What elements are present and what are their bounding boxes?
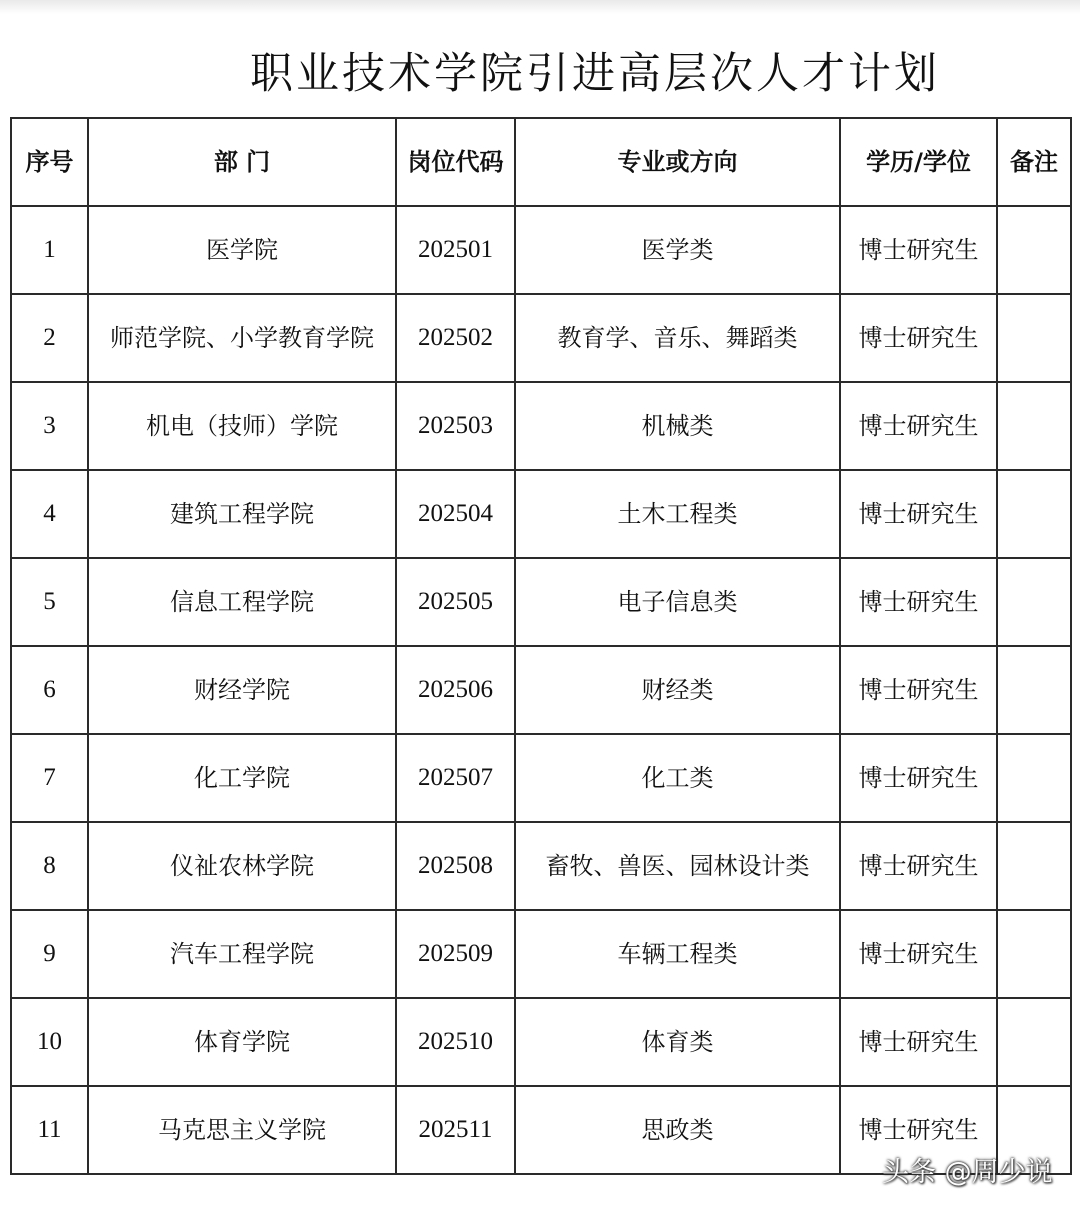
table-row [11, 206, 1071, 294]
cell-remarks [997, 646, 1071, 734]
cell-department: 汽车工程学院 [88, 910, 396, 998]
cell-serial: 1 [11, 206, 88, 294]
cell-major: 土木工程类 [515, 470, 840, 558]
cell-major: 电子信息类 [515, 558, 840, 646]
cell-major: 畜牧、兽医、园林设计类 [515, 822, 840, 910]
header-department: 部 门 [88, 118, 396, 206]
cell-degree: 博士研究生 [840, 822, 997, 910]
cell-major: 思政类 [515, 1086, 840, 1174]
cell-department: 机电（技师）学院 [88, 382, 396, 470]
cell-department: 马克思主义学院 [88, 1086, 396, 1174]
cell-remarks [997, 910, 1071, 998]
cell-remarks [997, 206, 1071, 294]
table-row [11, 294, 1071, 382]
cell-remarks [997, 294, 1071, 382]
header-major: 专业或方向 [515, 118, 840, 206]
cell-remarks [997, 734, 1071, 822]
cell-remarks [997, 558, 1071, 646]
cell-department: 建筑工程学院 [88, 470, 396, 558]
cell-degree: 博士研究生 [840, 1086, 997, 1174]
cell-degree: 博士研究生 [840, 206, 997, 294]
cell-position-code: 202508 [396, 822, 515, 910]
cell-serial: 5 [11, 558, 88, 646]
cell-major: 车辆工程类 [515, 910, 840, 998]
source-watermark: 头条 @周少说 [882, 1157, 1053, 1188]
cell-major: 教育学、音乐、舞蹈类 [515, 294, 840, 382]
cell-position-code: 202505 [396, 558, 515, 646]
cell-remarks [997, 998, 1071, 1086]
cell-department: 信息工程学院 [88, 558, 396, 646]
cell-remarks [997, 470, 1071, 558]
cell-department: 财经学院 [88, 646, 396, 734]
table-row [11, 910, 1071, 998]
cell-position-code: 202503 [396, 382, 515, 470]
cell-serial: 2 [11, 294, 88, 382]
cell-position-code: 202507 [396, 734, 515, 822]
cell-department: 仪祉农林学院 [88, 822, 396, 910]
cell-serial: 6 [11, 646, 88, 734]
cell-degree: 博士研究生 [840, 294, 997, 382]
cell-serial: 8 [11, 822, 88, 910]
table-row [11, 382, 1071, 470]
cell-degree: 博士研究生 [840, 646, 997, 734]
table-row [11, 734, 1071, 822]
header-remarks: 备注 [997, 118, 1071, 206]
table-row [11, 470, 1071, 558]
table-row [11, 646, 1071, 734]
cell-serial: 7 [11, 734, 88, 822]
header-position-code: 岗位代码 [396, 118, 515, 206]
top-edge-shadow [0, 0, 1080, 14]
table-body [11, 206, 1071, 1174]
header-serial: 序号 [11, 118, 88, 206]
cell-serial: 3 [11, 382, 88, 470]
table-row [11, 998, 1071, 1086]
cell-degree: 博士研究生 [840, 382, 997, 470]
cell-degree: 博士研究生 [840, 470, 997, 558]
cell-position-code: 202510 [396, 998, 515, 1086]
cell-department: 化工学院 [88, 734, 396, 822]
talent-plan-table [10, 117, 1072, 1175]
cell-position-code: 202504 [396, 470, 515, 558]
table-header-row [11, 118, 1071, 206]
cell-serial: 9 [11, 910, 88, 998]
cell-serial: 11 [11, 1086, 88, 1174]
header-degree: 学历/学位 [840, 118, 997, 206]
cell-department: 医学院 [88, 206, 396, 294]
cell-remarks [997, 822, 1071, 910]
cell-serial: 10 [11, 998, 88, 1086]
cell-position-code: 202501 [396, 206, 515, 294]
cell-degree: 博士研究生 [840, 998, 997, 1086]
table-row [11, 822, 1071, 910]
cell-remarks [997, 382, 1071, 470]
cell-position-code: 202506 [396, 646, 515, 734]
cell-degree: 博士研究生 [840, 910, 997, 998]
cell-major: 财经类 [515, 646, 840, 734]
cell-degree: 博士研究生 [840, 734, 997, 822]
cell-department: 体育学院 [88, 998, 396, 1086]
cell-department: 师范学院、小学教育学院 [88, 294, 396, 382]
table-row [11, 558, 1071, 646]
cell-serial: 4 [11, 470, 88, 558]
cell-major: 机械类 [515, 382, 840, 470]
cell-position-code: 202502 [396, 294, 515, 382]
cell-major: 化工类 [515, 734, 840, 822]
document-title: 职业技术学院引进高层次人才计划 [250, 49, 940, 99]
cell-major: 体育类 [515, 998, 840, 1086]
cell-major: 医学类 [515, 206, 840, 294]
cell-degree: 博士研究生 [840, 558, 997, 646]
cell-position-code: 202511 [396, 1086, 515, 1174]
cell-position-code: 202509 [396, 910, 515, 998]
